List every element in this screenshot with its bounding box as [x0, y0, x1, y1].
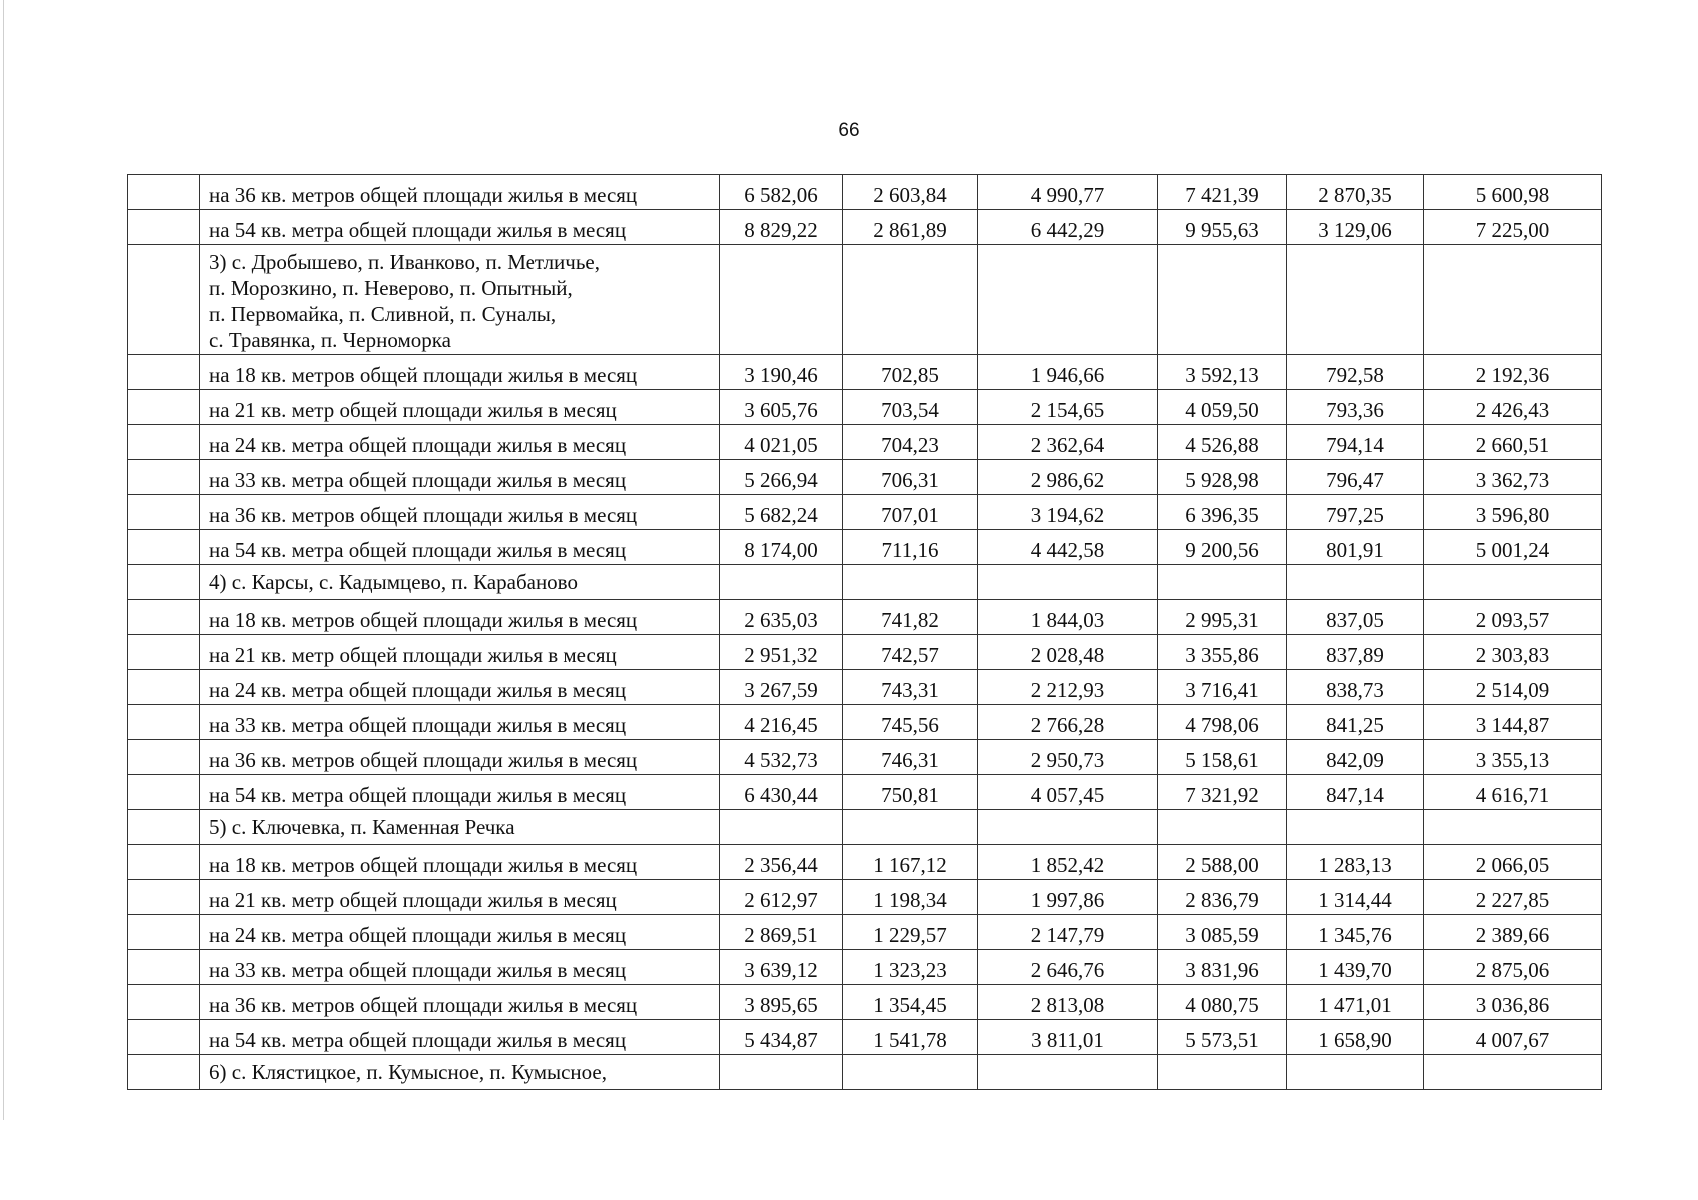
row-index-cell — [128, 915, 200, 950]
row-index-cell — [128, 600, 200, 635]
empty-value-cell — [978, 565, 1158, 600]
value-cell: 2 995,31 — [1158, 600, 1287, 635]
empty-value-cell — [720, 1055, 843, 1090]
value-cell: 1 946,66 — [978, 355, 1158, 390]
row-label-cell: на 36 кв. метров общей площади жилья в месяц — [200, 740, 720, 775]
value-cell: 8 174,00 — [720, 530, 843, 565]
row-index-cell — [128, 495, 200, 530]
value-cell: 3 362,73 — [1424, 460, 1602, 495]
empty-value-cell — [1287, 565, 1424, 600]
row-label-cell: на 54 кв. метра общей площади жилья в месяц — [200, 210, 720, 245]
value-cell: 703,54 — [843, 390, 978, 425]
value-cell: 3 716,41 — [1158, 670, 1287, 705]
value-cell: 706,31 — [843, 460, 978, 495]
table-row — [128, 175, 1602, 210]
empty-value-cell — [978, 810, 1158, 845]
value-cell: 7 225,00 — [1424, 210, 1602, 245]
group-label-cell — [200, 1055, 720, 1090]
value-cell: 1 844,03 — [978, 600, 1158, 635]
value-cell: 4 059,50 — [1158, 390, 1287, 425]
row-label-cell: на 24 кв. метра общей площади жилья в месяц — [200, 425, 720, 460]
value-cell: 1 345,76 — [1287, 915, 1424, 950]
empty-value-cell — [1424, 1055, 1602, 1090]
value-cell: 4 798,06 — [1158, 705, 1287, 740]
value-cell: 2 875,06 — [1424, 950, 1602, 985]
value-cell: 2 514,09 — [1424, 670, 1602, 705]
value-cell: 5 266,94 — [720, 460, 843, 495]
value-cell: 842,09 — [1287, 740, 1424, 775]
value-cell: 2 986,62 — [978, 460, 1158, 495]
row-index-cell — [128, 390, 200, 425]
table-row — [128, 845, 1602, 880]
row-label-cell: на 21 кв. метр общей площади жилья в месяц — [200, 390, 720, 425]
value-cell: 4 007,67 — [1424, 1020, 1602, 1055]
value-cell: 1 314,44 — [1287, 880, 1424, 915]
table-group-row — [128, 565, 1602, 600]
row-label-cell: на 33 кв. метра общей площади жилья в месяц — [200, 705, 720, 740]
table-row — [128, 985, 1602, 1020]
value-cell: 743,31 — [843, 670, 978, 705]
value-cell: 742,57 — [843, 635, 978, 670]
empty-value-cell — [1287, 810, 1424, 845]
value-cell: 741,82 — [843, 600, 978, 635]
row-index-cell — [128, 425, 200, 460]
value-cell: 2 603,84 — [843, 175, 978, 210]
value-cell: 745,56 — [843, 705, 978, 740]
row-index-cell — [128, 985, 200, 1020]
value-cell: 7 321,92 — [1158, 775, 1287, 810]
value-cell: 837,05 — [1287, 600, 1424, 635]
table-row — [128, 355, 1602, 390]
empty-value-cell — [1158, 565, 1287, 600]
value-cell: 7 421,39 — [1158, 175, 1287, 210]
row-label-cell: на 21 кв. метр общей площади жилья в месяц — [200, 635, 720, 670]
value-cell: 2 227,85 — [1424, 880, 1602, 915]
value-cell: 4 616,71 — [1424, 775, 1602, 810]
row-label-cell: на 24 кв. метра общей площади жилья в месяц — [200, 915, 720, 950]
value-cell: 2 612,97 — [720, 880, 843, 915]
value-cell: 3 596,80 — [1424, 495, 1602, 530]
value-cell: 1 997,86 — [978, 880, 1158, 915]
page-number: 66 — [838, 120, 860, 141]
group-label-line: с. Травянка, п. Черноморка — [209, 328, 451, 352]
row-index-cell — [128, 740, 200, 775]
value-cell: 6 442,29 — [978, 210, 1158, 245]
value-cell: 6 396,35 — [1158, 495, 1287, 530]
value-cell: 2 836,79 — [1158, 880, 1287, 915]
row-index-cell — [128, 175, 200, 210]
value-cell: 3 592,13 — [1158, 355, 1287, 390]
table-group-row — [128, 245, 1602, 355]
group-label-line: 3) с. Дробышево, п. Иванково, п. Метличье, — [209, 250, 600, 274]
empty-value-cell — [720, 245, 843, 355]
value-cell: 3 144,87 — [1424, 705, 1602, 740]
value-cell: 2 192,36 — [1424, 355, 1602, 390]
table-row — [128, 775, 1602, 810]
value-cell: 9 955,63 — [1158, 210, 1287, 245]
empty-value-cell — [1158, 810, 1287, 845]
value-cell: 702,85 — [843, 355, 978, 390]
row-label-cell: на 54 кв. метра общей площади жилья в месяц — [200, 1020, 720, 1055]
value-cell: 1 439,70 — [1287, 950, 1424, 985]
value-cell: 4 532,73 — [720, 740, 843, 775]
table-row — [128, 635, 1602, 670]
value-cell: 801,91 — [1287, 530, 1424, 565]
value-cell: 4 021,05 — [720, 425, 843, 460]
value-cell: 1 852,42 — [978, 845, 1158, 880]
value-cell: 2 028,48 — [978, 635, 1158, 670]
value-cell: 2 660,51 — [1424, 425, 1602, 460]
group-label-line: 6) с. Клястицкое, п. Кумысное, п. Кумысное, — [209, 1060, 607, 1084]
empty-value-cell — [1287, 1055, 1424, 1090]
empty-value-cell — [1424, 245, 1602, 355]
table-row — [128, 915, 1602, 950]
value-cell: 2 870,35 — [1287, 175, 1424, 210]
row-label-cell: на 21 кв. метр общей площади жилья в месяц — [200, 880, 720, 915]
value-cell: 1 167,12 — [843, 845, 978, 880]
value-cell: 796,47 — [1287, 460, 1424, 495]
value-cell: 3 831,96 — [1158, 950, 1287, 985]
value-cell: 1 541,78 — [843, 1020, 978, 1055]
value-cell: 847,14 — [1287, 775, 1424, 810]
empty-value-cell — [843, 810, 978, 845]
value-cell: 3 194,62 — [978, 495, 1158, 530]
value-cell: 1 471,01 — [1287, 985, 1424, 1020]
value-cell: 750,81 — [843, 775, 978, 810]
group-label-cell — [200, 565, 720, 600]
value-cell: 837,89 — [1287, 635, 1424, 670]
value-cell: 3 895,65 — [720, 985, 843, 1020]
row-index-cell — [128, 245, 200, 355]
value-cell: 3 639,12 — [720, 950, 843, 985]
value-cell: 3 605,76 — [720, 390, 843, 425]
value-cell: 3 811,01 — [978, 1020, 1158, 1055]
value-cell: 746,31 — [843, 740, 978, 775]
empty-value-cell — [978, 245, 1158, 355]
value-cell: 2 635,03 — [720, 600, 843, 635]
value-cell: 2 147,79 — [978, 915, 1158, 950]
value-cell: 841,25 — [1287, 705, 1424, 740]
value-cell: 2 813,08 — [978, 985, 1158, 1020]
empty-value-cell — [843, 565, 978, 600]
value-cell: 2 951,32 — [720, 635, 843, 670]
value-cell: 1 354,45 — [843, 985, 978, 1020]
table-row — [128, 460, 1602, 495]
group-label-line: 5) с. Ключевка, п. Каменная Речка — [209, 815, 515, 839]
value-cell: 1 658,90 — [1287, 1020, 1424, 1055]
value-cell: 1 198,34 — [843, 880, 978, 915]
value-cell: 3 355,86 — [1158, 635, 1287, 670]
value-cell: 4 057,45 — [978, 775, 1158, 810]
value-cell: 3 085,59 — [1158, 915, 1287, 950]
value-cell: 711,16 — [843, 530, 978, 565]
value-cell: 5 928,98 — [1158, 460, 1287, 495]
table-row — [128, 425, 1602, 460]
row-index-cell — [128, 530, 200, 565]
value-cell: 794,14 — [1287, 425, 1424, 460]
table-row — [128, 390, 1602, 425]
row-index-cell — [128, 355, 200, 390]
scan-edge-line — [3, 0, 4, 1120]
row-label-cell: на 33 кв. метра общей площади жилья в месяц — [200, 950, 720, 985]
value-cell: 3 267,59 — [720, 670, 843, 705]
row-label-cell: на 24 кв. метра общей площади жилья в месяц — [200, 670, 720, 705]
row-index-cell — [128, 950, 200, 985]
table-row — [128, 600, 1602, 635]
value-cell: 792,58 — [1287, 355, 1424, 390]
row-index-cell — [128, 1055, 200, 1090]
value-cell: 2 154,65 — [978, 390, 1158, 425]
value-cell: 797,25 — [1287, 495, 1424, 530]
value-cell: 2 588,00 — [1158, 845, 1287, 880]
value-cell: 2 389,66 — [1424, 915, 1602, 950]
empty-value-cell — [843, 245, 978, 355]
value-cell: 2 869,51 — [720, 915, 843, 950]
row-label-cell: на 18 кв. метров общей площади жилья в месяц — [200, 845, 720, 880]
value-cell: 2 362,64 — [978, 425, 1158, 460]
row-index-cell — [128, 210, 200, 245]
row-index-cell — [128, 670, 200, 705]
value-cell: 2 950,73 — [978, 740, 1158, 775]
value-cell: 704,23 — [843, 425, 978, 460]
table-row — [128, 705, 1602, 740]
value-cell: 3 355,13 — [1424, 740, 1602, 775]
value-cell: 3 036,86 — [1424, 985, 1602, 1020]
empty-value-cell — [1158, 1055, 1287, 1090]
empty-value-cell — [978, 1055, 1158, 1090]
empty-value-cell — [720, 565, 843, 600]
value-cell: 2 066,05 — [1424, 845, 1602, 880]
value-cell: 2 212,93 — [978, 670, 1158, 705]
value-cell: 2 093,57 — [1424, 600, 1602, 635]
value-cell: 707,01 — [843, 495, 978, 530]
row-index-cell — [128, 565, 200, 600]
row-label-cell: на 54 кв. метра общей площади жилья в месяц — [200, 530, 720, 565]
table-group-row — [128, 810, 1602, 845]
row-index-cell — [128, 810, 200, 845]
row-label-cell: на 54 кв. метра общей площади жилья в месяц — [200, 775, 720, 810]
row-label-cell: на 18 кв. метров общей площади жилья в месяц — [200, 355, 720, 390]
group-label-line: п. Морозкино, п. Неверово, п. Опытный, — [209, 276, 573, 300]
value-cell: 2 766,28 — [978, 705, 1158, 740]
value-cell: 4 990,77 — [978, 175, 1158, 210]
value-cell: 2 356,44 — [720, 845, 843, 880]
group-label-cell — [200, 810, 720, 845]
value-cell: 3 129,06 — [1287, 210, 1424, 245]
value-cell: 838,73 — [1287, 670, 1424, 705]
value-cell: 1 229,57 — [843, 915, 978, 950]
table-row — [128, 880, 1602, 915]
tariff-table — [127, 174, 1602, 1090]
row-index-cell — [128, 845, 200, 880]
group-label-line: п. Первомайка, п. Сливной, п. Суналы, — [209, 302, 557, 326]
value-cell: 5 682,24 — [720, 495, 843, 530]
value-cell: 4 216,45 — [720, 705, 843, 740]
empty-value-cell — [1158, 245, 1287, 355]
value-cell: 2 303,83 — [1424, 635, 1602, 670]
row-index-cell — [128, 775, 200, 810]
value-cell: 8 829,22 — [720, 210, 843, 245]
table-row — [128, 210, 1602, 245]
value-cell: 3 190,46 — [720, 355, 843, 390]
empty-value-cell — [1424, 565, 1602, 600]
row-index-cell — [128, 1020, 200, 1055]
row-label-cell: на 36 кв. метров общей площади жилья в месяц — [200, 985, 720, 1020]
row-label-cell: на 36 кв. метров общей площади жилья в месяц — [200, 495, 720, 530]
value-cell: 2 861,89 — [843, 210, 978, 245]
table-group-row — [128, 1055, 1602, 1090]
value-cell: 4 526,88 — [1158, 425, 1287, 460]
table-row — [128, 1020, 1602, 1055]
group-label-line: 4) с. Карсы, с. Кадымцево, п. Карабаново — [209, 570, 578, 594]
row-label-cell: на 36 кв. метров общей площади жилья в месяц — [200, 175, 720, 210]
value-cell: 1 283,13 — [1287, 845, 1424, 880]
table-row — [128, 670, 1602, 705]
value-cell: 2 646,76 — [978, 950, 1158, 985]
row-index-cell — [128, 460, 200, 495]
row-index-cell — [128, 705, 200, 740]
value-cell: 5 573,51 — [1158, 1020, 1287, 1055]
empty-value-cell — [720, 810, 843, 845]
empty-value-cell — [1287, 245, 1424, 355]
value-cell: 4 442,58 — [978, 530, 1158, 565]
row-label-cell: на 33 кв. метра общей площади жилья в месяц — [200, 460, 720, 495]
value-cell: 5 001,24 — [1424, 530, 1602, 565]
value-cell: 9 200,56 — [1158, 530, 1287, 565]
table-row — [128, 530, 1602, 565]
value-cell: 4 080,75 — [1158, 985, 1287, 1020]
table-row — [128, 950, 1602, 985]
value-cell: 2 426,43 — [1424, 390, 1602, 425]
table-row — [128, 495, 1602, 530]
value-cell: 5 434,87 — [720, 1020, 843, 1055]
group-label-cell — [200, 245, 720, 355]
row-index-cell — [128, 635, 200, 670]
row-index-cell — [128, 880, 200, 915]
value-cell: 5 600,98 — [1424, 175, 1602, 210]
value-cell: 793,36 — [1287, 390, 1424, 425]
empty-value-cell — [843, 1055, 978, 1090]
value-cell: 1 323,23 — [843, 950, 978, 985]
value-cell: 6 582,06 — [720, 175, 843, 210]
row-label-cell: на 18 кв. метров общей площади жилья в месяц — [200, 600, 720, 635]
value-cell: 6 430,44 — [720, 775, 843, 810]
empty-value-cell — [1424, 810, 1602, 845]
value-cell: 5 158,61 — [1158, 740, 1287, 775]
table-row — [128, 740, 1602, 775]
table-body — [128, 175, 1602, 1090]
